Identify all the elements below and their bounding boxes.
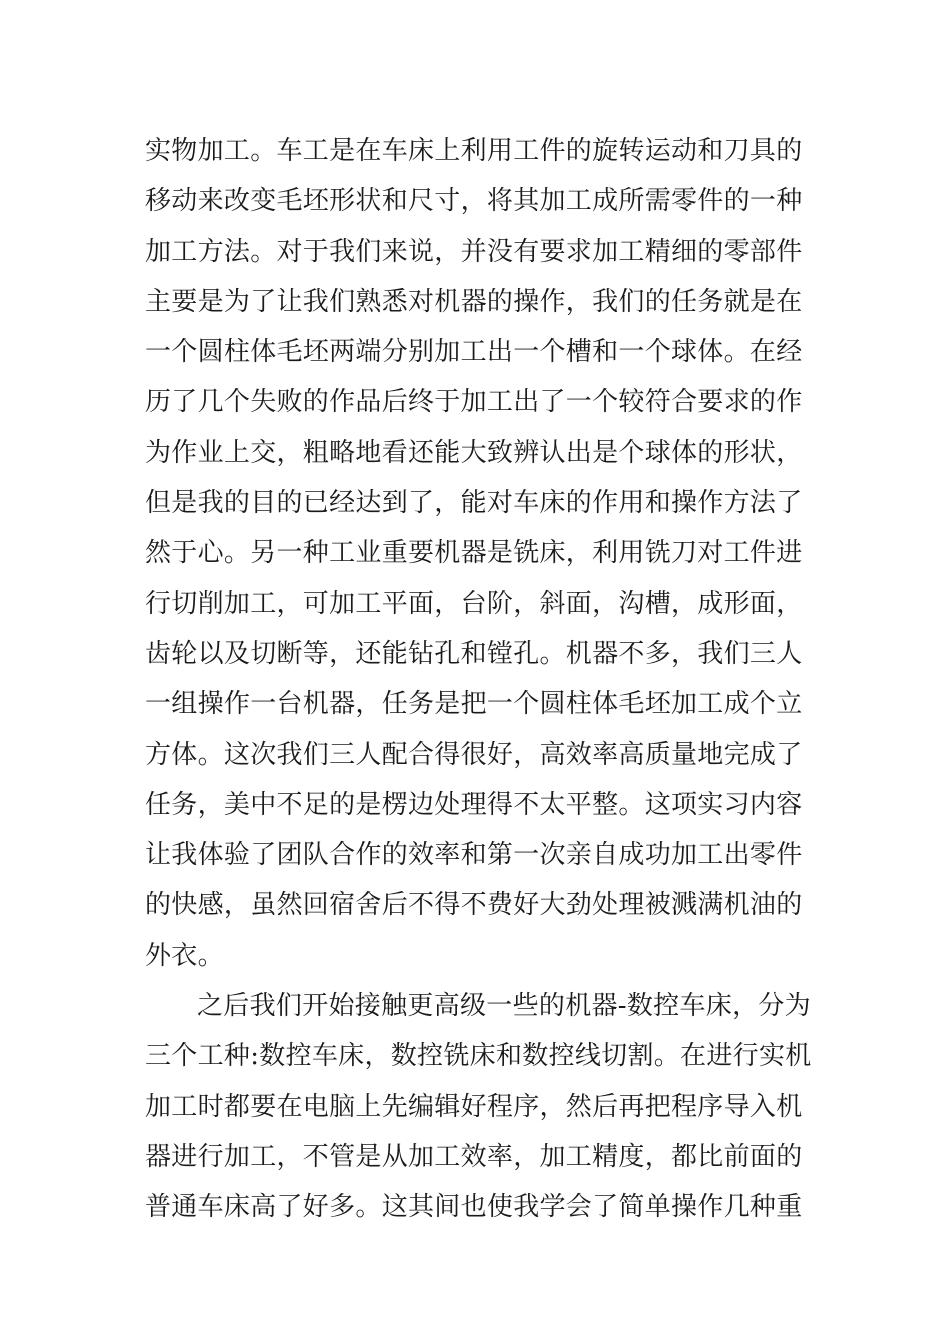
text-line: 为作业上交，粗略地看还能大致辨认出是个球体的形状， <box>145 437 803 468</box>
text-line: 器进行加工，不管是从加工效率，加工精度，都比前面的 <box>145 1141 803 1172</box>
text-line: 行切削加工，可加工平面，台阶，斜面，沟槽，成形面， <box>145 588 803 619</box>
text-line: 任务，美中不足的是楞边处理得不太平整。这项实习内容 <box>145 789 803 820</box>
text-line: 齿轮以及切断等，还能钻孔和镗孔。机器不多，我们三人 <box>145 638 803 669</box>
paragraph-1 <box>145 126 825 981</box>
text-line-indented: 之后我们开始接触更高级一些的机器-数控车床，分为 <box>197 991 811 1022</box>
text-line: 一个圆柱体毛坯两端分别加工出一个槽和一个球体。在经 <box>145 337 803 368</box>
body-text <box>145 126 825 1233</box>
text-line: 然于心。另一种工业重要机器是铣床，利用铣刀对工件进 <box>145 538 803 569</box>
text-line: 但是我的目的已经达到了，能对车床的作用和操作方法了 <box>145 488 803 519</box>
text-line: 历了几个失败的作品后终于加工出了一个较符合要求的作 <box>145 387 803 418</box>
paragraph-2 <box>145 981 825 1232</box>
text-line: 普通车床高了好多。这其间也使我学会了简单操作几种重 <box>145 1192 803 1223</box>
text-line: 的快感，虽然回宿舍后不得不费好大劲处理被溅满机油的 <box>145 890 803 921</box>
text-line: 加工方法。对于我们来说，并没有要求加工精细的零部件 <box>145 236 803 267</box>
text-line: 方体。这次我们三人配合得很好，高效率高质量地完成了 <box>145 739 803 770</box>
text-line: 实物加工。车工是在车床上利用工件的旋转运动和刀具的 <box>145 136 803 166</box>
text-line: 三个工种:数控车床，数控铣床和数控线切割。在进行实机 <box>145 1041 812 1072</box>
text-line: 一组操作一台机器，任务是把一个圆柱体毛坯加工成个立 <box>145 689 803 720</box>
text-line: 加工时都要在电脑上先编辑好程序，然后再把程序导入机 <box>145 1091 803 1122</box>
text-line: 移动来改变毛坯形状和尺寸，将其加工成所需零件的一种 <box>145 186 803 217</box>
text-line: 主要是为了让我们熟悉对机器的操作，我们的任务就是在 <box>145 286 803 317</box>
text-line: 让我体验了团队合作的效率和第一次亲自成功加工出零件 <box>145 840 803 871</box>
text-line: 外衣。 <box>145 940 224 971</box>
